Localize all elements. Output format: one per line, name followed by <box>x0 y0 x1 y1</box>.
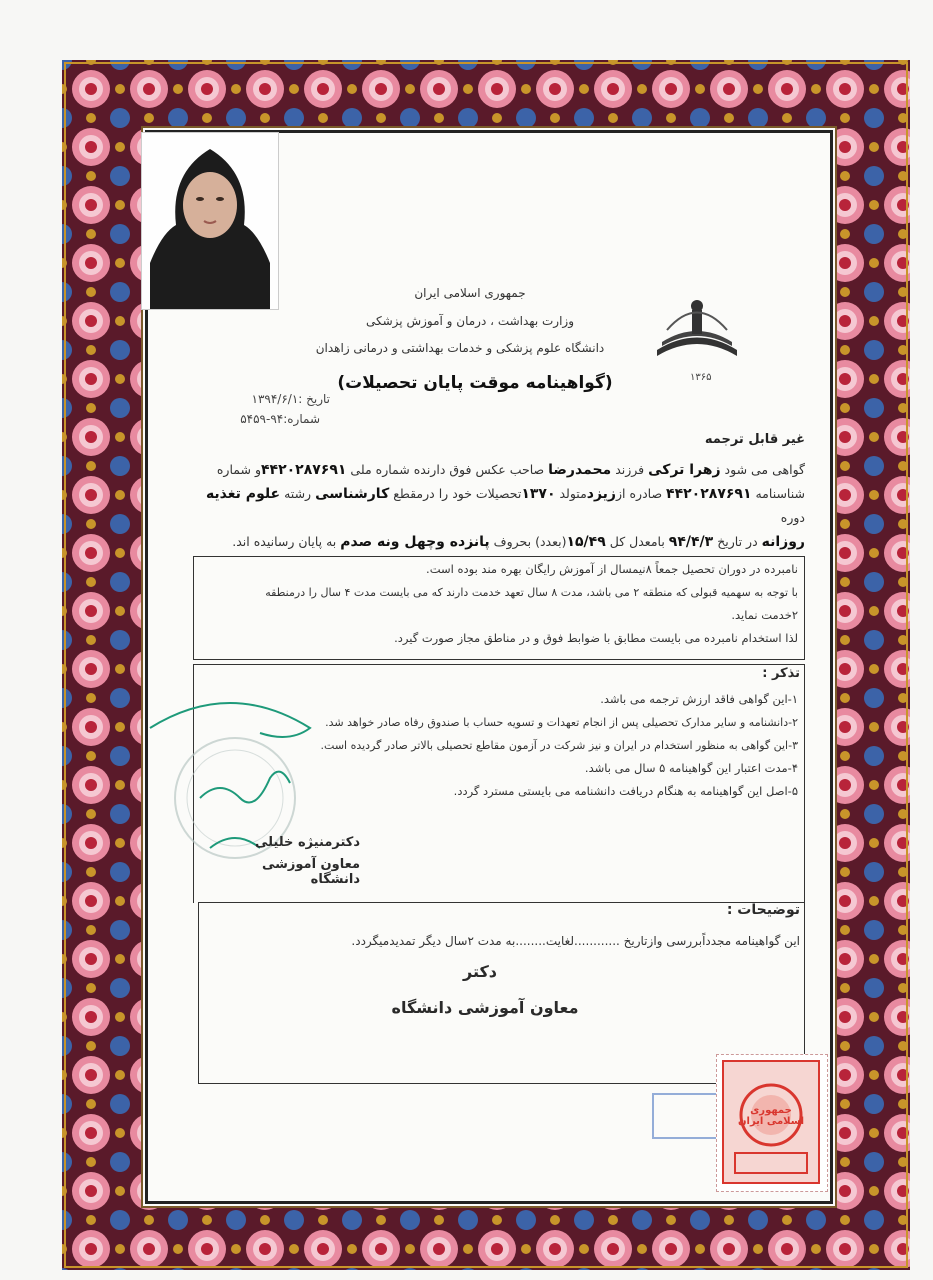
text-fragment: (بعدد) بحروف <box>493 534 567 549</box>
gpa-in-words: پانزده وچهل ونه صدم <box>340 534 490 550</box>
father-name: محمدرضا <box>548 462 612 478</box>
study-period: روزانه <box>761 534 805 550</box>
issue-date: تاریخ :۱۳۹۴/۶/۱ <box>251 392 330 406</box>
text-fragment: و شماره <box>216 462 261 477</box>
note-item: ۵-اصل این گواهینامه به هنگام دریافت دانشنامه می بایستی مسترد گردد. <box>453 784 798 798</box>
not-translatable-label: غیر قابل ترجمه <box>704 432 805 447</box>
signatory-role: معاون آموزشی دانشگاه <box>261 857 360 887</box>
text-fragment: فرزند <box>615 462 645 477</box>
degree: کارشناسی <box>315 486 390 502</box>
text-fragment: متولد <box>559 486 587 501</box>
explanations-text: این گواهینامه مجدداًبررسی وازتاریخ ............لغایت........به مدت ۲سال دیگر تمدیدمیگردد. <box>351 934 800 948</box>
service-line: نامبرده در دوران تحصیل جمعاً ۸نیمسال از آموزش رایگان بهره مند بوده است. <box>426 562 798 576</box>
note-item: ۱-این گواهی فاقد ارزش ترجمه می باشد. <box>600 692 798 706</box>
id-number: ۴۴۲۰۲۸۷۶۹۱ <box>666 486 752 502</box>
text-fragment: گواهی می شود <box>724 462 805 477</box>
service-line: لذا استخدام نامبرده می بایست مطابق با ضوابط فوق و در مناطق مجاز صورت گیرد. <box>394 631 798 645</box>
national-id: ۴۴۲۰۲۸۷۶۹۱ <box>260 462 347 478</box>
note-item: ۳-این گواهی به منظور استخدام در ایران و نیز شرکت در آزمون مقاطع تحصیلی بالاتر صادر گردیده است. <box>320 739 798 752</box>
university-logo-icon <box>652 290 742 385</box>
text-fragment: تحصیلات خود را درمقطع <box>393 486 522 501</box>
gpa: ۱۵/۴۹ <box>566 534 606 550</box>
text-fragment: در تاریخ <box>717 534 758 549</box>
note-item: ۲-دانشنامه و سایر مدارک تحصیلی پس از انجام تعهدات و تسویه حساب با صندوق رفاه صادر خواهد شد. <box>325 716 798 729</box>
ministry-heading: وزارت بهداشت ، درمان و آموزش پزشکی <box>366 314 574 328</box>
republic-heading: جمهوری اسلامی ایران <box>414 286 526 300</box>
revenue-stamp <box>716 1054 828 1192</box>
university-heading: دانشگاه علوم پزشکی و خدمات بهداشتی و درمانی زاهدان <box>315 341 605 355</box>
explanations-heading: توضیحات : <box>726 902 800 918</box>
explanations-signatory-role: معاون آموزشی دانشگاه <box>391 998 579 1017</box>
student-name: زهرا ترکی <box>648 462 721 478</box>
paragraph-line-2 <box>190 482 805 530</box>
text-fragment: به پایان رسانیده اند. <box>232 534 337 549</box>
document-title: (گواهینامه موقت پایان تحصیلات) <box>337 373 613 393</box>
service-line: با توجه به سهمیه قبولی که منطقه ۲ می باشد، مدت ۸ سال تعهد خدمت دارند که می بایست مدت ۴ سال را درمنطقه <box>265 586 798 599</box>
text-fragment: بامعدل کل <box>609 534 665 549</box>
service-line: ۲خدمت نماید. <box>731 608 798 622</box>
revenue-stamp-text: جمهوری اسلامی ایران <box>737 1105 804 1127</box>
birth-year: ۱۳۷۰ <box>521 486 556 502</box>
explanations-signatory-title: دکتر <box>463 962 497 981</box>
service-obligation-text <box>198 558 798 650</box>
text-fragment: دوره <box>780 510 805 525</box>
text-fragment: رشته <box>284 486 312 501</box>
signatory-name: دکترمنیژه خلیلی <box>254 835 360 850</box>
text-fragment: صاحب عکس فوق دارنده شماره ملی <box>350 462 545 477</box>
student-photo <box>141 132 279 310</box>
issue-number: شماره:۹۴-۵۴۵۹ <box>240 412 320 426</box>
note-item: ۴-مدت اعتبار این گواهینامه ۵ سال می باشد. <box>584 761 798 775</box>
field-of-study: علوم تغذیه <box>205 486 281 502</box>
text-fragment: شناسنامه <box>755 486 805 501</box>
paragraph-line-1 <box>190 458 805 482</box>
graduation-date: ۹۴/۴/۳ <box>668 534 714 550</box>
notes-heading: تذکر : <box>762 666 800 681</box>
text-fragment: صادره از <box>616 486 663 501</box>
logo-year: ۱۳۶۵ <box>690 372 712 383</box>
paragraph-line-3 <box>190 530 805 554</box>
certification-paragraph <box>190 458 805 554</box>
place-of-issue: زیزد <box>586 486 616 502</box>
